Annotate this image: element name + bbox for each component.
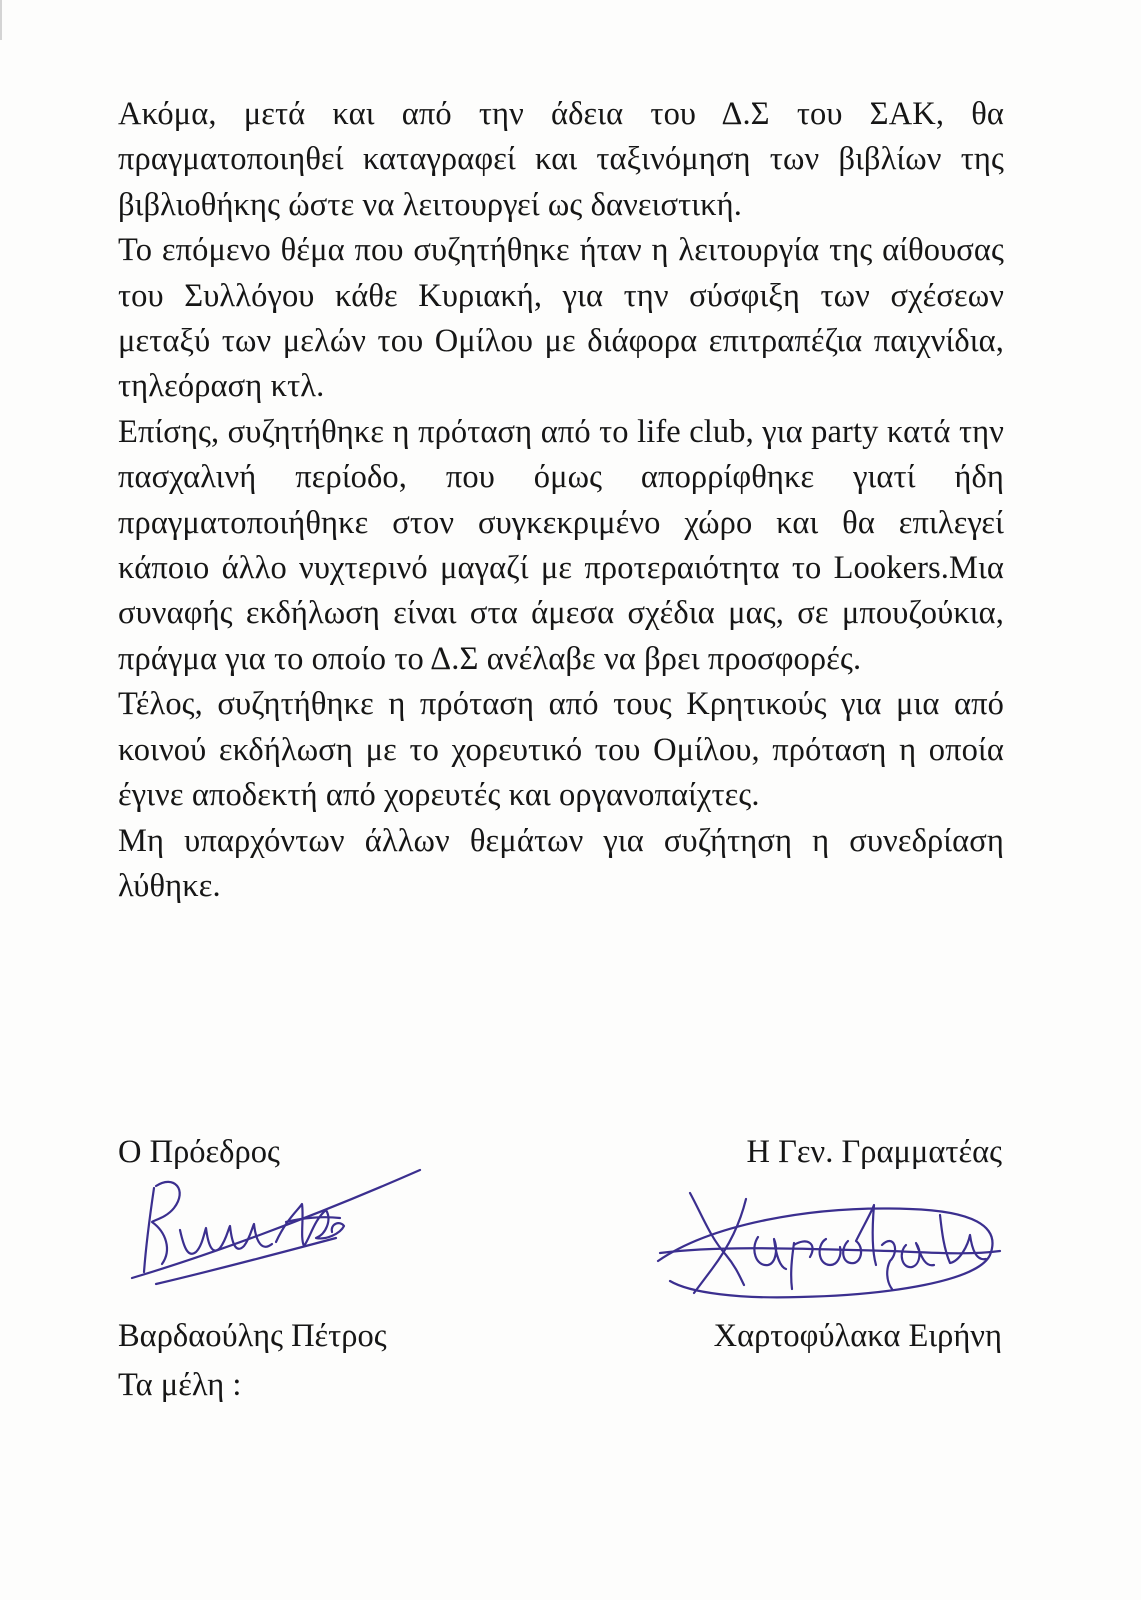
secretary-role: Η Γεν. Γραμματέας: [746, 1134, 1002, 1170]
president-name: Βαρδαούλης Πέτρος: [118, 1318, 387, 1354]
president-signature: [126, 1160, 426, 1300]
scan-edge-mark: [0, 0, 8, 40]
paragraph-hall: Το επόμενο θέμα που συζητήθηκε ήταν η λειτουργία της αίθουσας του Συλλόγου κάθε Κυριακή, για την σύσφιξη των σχέσεων μεταξύ των μελών του Ομίλου με διάφορα επιτραπέζια παιχνίδια, τηλεόραση κτλ.: [118, 232, 1004, 405]
paragraph-cretans: Τέλος, συζητήθηκε η πρόταση από τους Κρητικούς για μια από κοινού εκδήλωση με το χορευτικό του Ομίλου, πρόταση η οποία έγινε αποδεκτή από χορευτές και οργανοπαίχτες.: [118, 686, 1004, 814]
paragraph-closing: Μη υπαρχόντων άλλων θεμάτων για συζήτηση η συνεδρίαση λύθηκε.: [118, 822, 1004, 904]
secretary-name: Χαρτοφύλακα Ειρήνη: [713, 1318, 1002, 1354]
president-role: Ο Πρόεδρος: [118, 1134, 280, 1170]
paragraph-library: Ακόμα, μετά και από την άδεια του Δ.Σ του ΣΑΚ, θα πραγματοποιηθεί καταγραφεί και ταξινόμηση των βιβλίων της βιβλιοθήκης ώστε να λειτουργεί ως δανειστική.: [118, 96, 1004, 223]
secretary-signature: [650, 1185, 1010, 1315]
minutes-body: [118, 92, 1004, 909]
paragraph-party: Επίσης, συζητήθηκε η πρόταση από το life club, για party κατά την πασχαλινή περίοδο, που όμως απορρίφθηκε γιατί ήδη πραγματοποιήθηκε στον συγκεκριμένο χώρο και θα επιλεγεί κάποιο άλλο νυχτερινό μαγαζί με προτεραιότητα το Lookers.Μια συναφής εκδήλωση είναι στα άμεσα σχέδια μας, σε μπουζούκια, πράγμα για το οποίο το Δ.Σ ανέλαβε να βρει προσφορές.: [118, 413, 1004, 677]
members-label: Τα μέλη :: [118, 1367, 242, 1403]
